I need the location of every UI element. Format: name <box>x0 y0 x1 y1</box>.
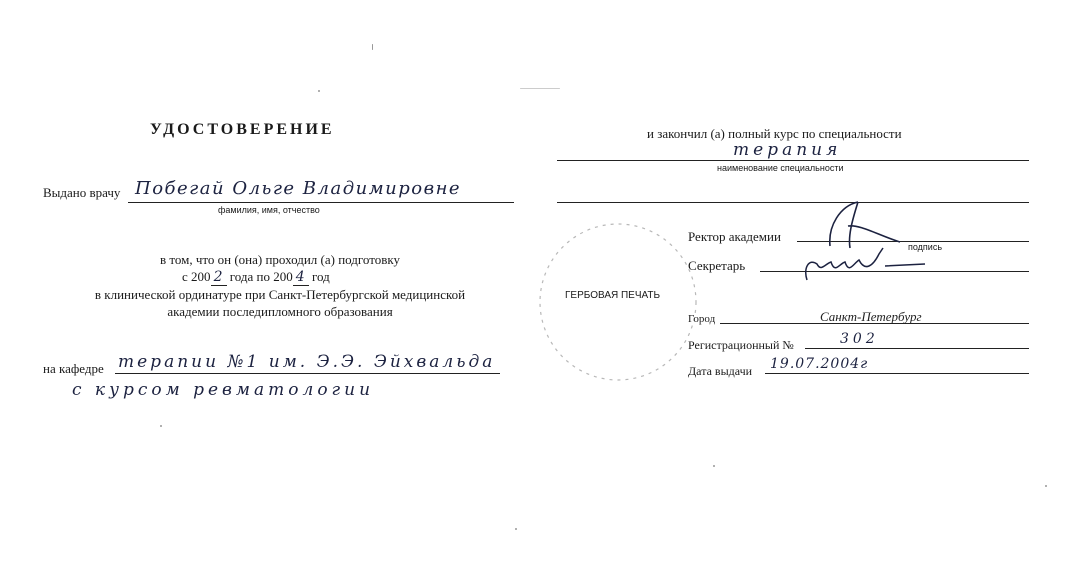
statement-line-4: академии последипломного образования <box>167 304 393 319</box>
city-underline <box>720 323 1029 324</box>
specialty-value: терапия <box>733 140 842 160</box>
seal-circle-outline <box>528 212 708 392</box>
blank-line <box>557 202 1029 203</box>
specialty-underline <box>557 160 1029 161</box>
scan-speck <box>318 90 320 92</box>
issue-date-label: Дата выдачи <box>688 364 753 378</box>
secretary-signature-icon <box>795 244 955 290</box>
department-line-2: с курсом ревматологии <box>72 380 375 400</box>
department-label: на кафедре <box>43 361 104 376</box>
rector-label: Ректор академии <box>688 229 781 244</box>
recipient-name-underline <box>128 202 514 203</box>
period-from-prefix: с 200 <box>182 269 211 284</box>
period-mid: года по 200 <box>229 269 293 284</box>
scan-speck <box>515 528 517 530</box>
issued-to-label: Выдано врачу <box>43 185 121 200</box>
issue-date-value: 19.07.2004г <box>770 356 869 372</box>
registration-underline <box>805 348 1029 349</box>
scan-speck <box>1045 485 1047 487</box>
department-line-1: терапии №1 им. Э.Э. Эйхвальда <box>118 352 496 372</box>
department-underline <box>115 373 500 374</box>
issue-date-underline <box>765 373 1029 374</box>
city-value: Санкт-Петербург <box>820 309 922 324</box>
completed-course-text: и закончил (а) полный курс по специальности <box>647 126 902 141</box>
recipient-name: Побегай Ольге Владимировне <box>135 178 462 199</box>
seal-label: ГЕРБОВАЯ ПЕЧАТЬ <box>565 290 661 301</box>
period-from-digit: 2 <box>211 269 227 286</box>
statement-line-1: в том, что он (она) проходил (а) подготовку <box>159 252 401 267</box>
scan-speck <box>713 465 715 467</box>
scan-speck <box>160 425 162 427</box>
period-to-digit: 4 <box>293 269 309 286</box>
registration-label: Регистрационный № <box>688 338 794 352</box>
training-period <box>182 269 330 286</box>
signature-caption: подпись <box>908 242 943 252</box>
specialty-caption: наименование специальности <box>717 163 844 173</box>
city-label: Город <box>688 313 716 325</box>
secretary-label: Секретарь <box>688 258 746 273</box>
scan-speck <box>520 88 560 89</box>
recipient-name-caption: фамилия, имя, отчество <box>218 205 320 215</box>
period-suffix: год <box>312 269 330 284</box>
statement-line-3: в клинической ординатуре при Санкт-Петербургской медицинской <box>94 287 466 302</box>
document-title: УДОСТОВЕРЕНИЕ <box>150 121 335 138</box>
registration-value: 302 <box>840 331 879 347</box>
scan-speck <box>372 44 373 50</box>
